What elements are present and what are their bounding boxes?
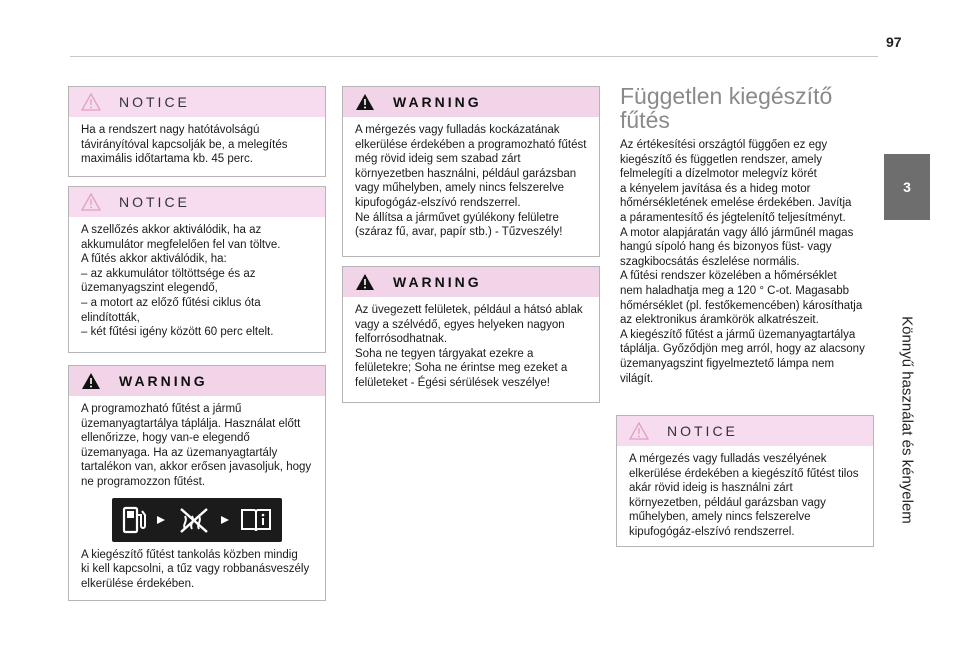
text-line: elindították, (81, 311, 140, 324)
text-line: környezetben használni, például garázsban (355, 167, 577, 180)
text-line: elkerülése érdekében. (81, 577, 195, 590)
text-line: kiegészítő és független rendszer, amely (620, 153, 823, 166)
text-line: szagkibocsátás észlelése normális. (620, 255, 800, 268)
text-line: Az üvegezett felületek, például a hátsó ablak (355, 304, 583, 316)
arrow-icon (155, 513, 169, 527)
text-line: (száraz fű, avar, papír stb.) - Tűzveszély! (355, 226, 563, 239)
text-line: még rövid ideig sem szabad zárt (355, 153, 521, 166)
text-line: ne programozzon fűtést. (81, 475, 206, 488)
notice-label: NOTICE (667, 423, 738, 439)
text-line: üzemanyaga. Ha az üzemanyagtartály (81, 446, 278, 459)
notice-box-activation (68, 186, 326, 353)
text-line: – két fűtési igény között 60 perc eltelt. (81, 326, 274, 339)
text-line: tartalékon van, akkor erősen javasoljuk, hogy (81, 461, 312, 474)
notice-text (617, 446, 873, 540)
text-line: üzemanyagszint figyelmeztető lámpa nem (620, 357, 835, 370)
section-title-line: Független kiegészítő (620, 83, 833, 109)
manual-book-icon (240, 506, 272, 534)
notice-label: NOTICE (119, 194, 190, 210)
section-title-line: fűtés (620, 107, 670, 133)
section-body (620, 138, 874, 386)
text-line: üzemanyagszint elegendő, (81, 282, 218, 295)
text-line: környezetben, például garázsban vagy (629, 496, 826, 509)
text-line: maximális időtartama kb. 45 perc. (81, 153, 253, 166)
warning-label: WARNING (119, 373, 208, 389)
text-line: hangú sípoló hang és bizonyos füst- vagy (620, 241, 832, 254)
warning-triangle-icon (355, 273, 375, 291)
text-line: üzemanyagtartálya táplálja. Használat előtt (81, 417, 301, 430)
text-line: műhelyben, amely nincs felszerelve (629, 511, 811, 524)
text-line: elkerülése érdekében a programozható fűtést (355, 138, 587, 151)
text-line: kipufogógáz-elszívó rendszerrel. (629, 525, 795, 538)
section-title (620, 84, 870, 132)
warning-text (69, 396, 325, 591)
text-line: Ne állítsa a járművet gyúlékony felületre (355, 211, 559, 224)
text-line: – a motort az előző fűtési ciklus óta (81, 296, 261, 309)
notice-header (617, 416, 873, 446)
text-line: táplálja. Győződjön meg arról, hogy az alacsony (620, 343, 865, 356)
notice-text (69, 117, 325, 167)
text-line: vagy a szélvédő, egyes helyeken nagyon (355, 318, 565, 331)
notice-box-closed-space (616, 415, 874, 547)
warning-triangle-icon (355, 93, 375, 111)
chapter-title: Könnyű használat és kényelem (898, 316, 916, 524)
notice-triangle-icon (629, 422, 649, 440)
text-line: távirányítóval kapcsolják be, a melegítés (81, 138, 288, 151)
fuel-heating-pictogram (112, 498, 282, 542)
warning-box-poisoning (342, 86, 600, 257)
text-line: A kiegészítő fűtést tankolás közben mindig (81, 548, 298, 561)
text-line: A szellőzés akkor aktiválódik, ha az (81, 224, 262, 236)
page-number: 97 (886, 34, 902, 50)
text-line: ellenőrizze, hogy van-e elegendő (81, 432, 250, 445)
notice-header (69, 87, 325, 117)
text-line: vagy műhelyben, amely nincs felszerelve (355, 182, 565, 195)
text-line: A programozható fűtést a jármű (81, 403, 242, 415)
notice-text (69, 217, 325, 340)
warning-box-fuel (68, 365, 326, 601)
warning-triangle-icon (81, 372, 101, 390)
warning-label: WARNING (393, 274, 482, 290)
chapter-tab[interactable]: 3 (884, 154, 930, 220)
text-line: felforrósodhatnak. (355, 333, 448, 346)
text-line: felmelegíti a dízelmotor melegvíz körét (620, 168, 817, 181)
text-line: világít. (620, 372, 654, 385)
text-line: ki kell kapcsolni, a tűz vagy robbanásveszély (81, 563, 310, 576)
warning-header (343, 87, 599, 117)
notice-triangle-icon (81, 193, 101, 211)
text-line: felületeket - Égési sérülések veszélye! (355, 376, 550, 389)
fuel-pump-icon (122, 505, 148, 535)
text-line: akár rövid ideig is használni zárt (629, 482, 793, 495)
text-line: felületekre; Soha ne érintse meg ezeket a (355, 362, 568, 375)
text-line: elkerülése érdekében a kiegészítő fűtést tilos (629, 467, 859, 480)
header-divider (70, 56, 878, 57)
text-line: A motor alapjáratán vagy álló járműnél magas (620, 226, 854, 239)
warning-header (343, 267, 599, 297)
notice-triangle-icon (81, 93, 101, 111)
text-line: az elektronikus áramkörök alkatrészeit. (620, 314, 819, 327)
text-line: a páramentesítő és jégtelenítő teljesítményt. (620, 211, 846, 224)
text-line: Az értékesítési országtól függően ez egy (620, 139, 828, 151)
text-line: a kényelem javítása és a hideg motor (620, 182, 811, 195)
no-heating-icon (177, 505, 211, 535)
text-line: A fűtés akkor aktiválódik, ha: (81, 253, 227, 266)
text-line: A mérgezés vagy fulladás kockázatának (355, 124, 560, 136)
arrow-icon (219, 513, 233, 527)
warning-header (69, 366, 325, 396)
text-line: – az akkumulátor töltöttsége és az (81, 267, 256, 280)
warning-box-hot-glass (342, 266, 600, 403)
text-line: hőmérséklet (pl. festőkemencében) károsíthatja (620, 299, 863, 312)
text-line: Ha a rendszert nagy hatótávolságú (81, 124, 260, 136)
text-line: nem haladhatja meg a 120 ° C-ot. Magasabb (620, 284, 849, 297)
text-line: A fűtési rendszer közelében a hőmérséklet (620, 270, 837, 283)
text-line: kipufogógáz-elszívó rendszerrel. (355, 196, 521, 209)
text-line: A mérgezés vagy fulladás veszélyének (629, 453, 827, 465)
text-line: Soha ne tegyen tárgyakat ezekre a (355, 347, 534, 360)
warning-text (343, 297, 599, 391)
text-line: hőmérsékletének emelése érdekében. Javítja (620, 197, 852, 210)
text-line: akkumulátor megfelelően fel van töltve. (81, 238, 281, 251)
warning-label: WARNING (393, 94, 482, 110)
notice-header (69, 187, 325, 217)
notice-label: NOTICE (119, 94, 190, 110)
warning-text (343, 117, 599, 240)
notice-box-remote-range (68, 86, 326, 177)
text-line: A kiegészítő fűtést a jármű üzemanyagtartálya (620, 328, 856, 341)
